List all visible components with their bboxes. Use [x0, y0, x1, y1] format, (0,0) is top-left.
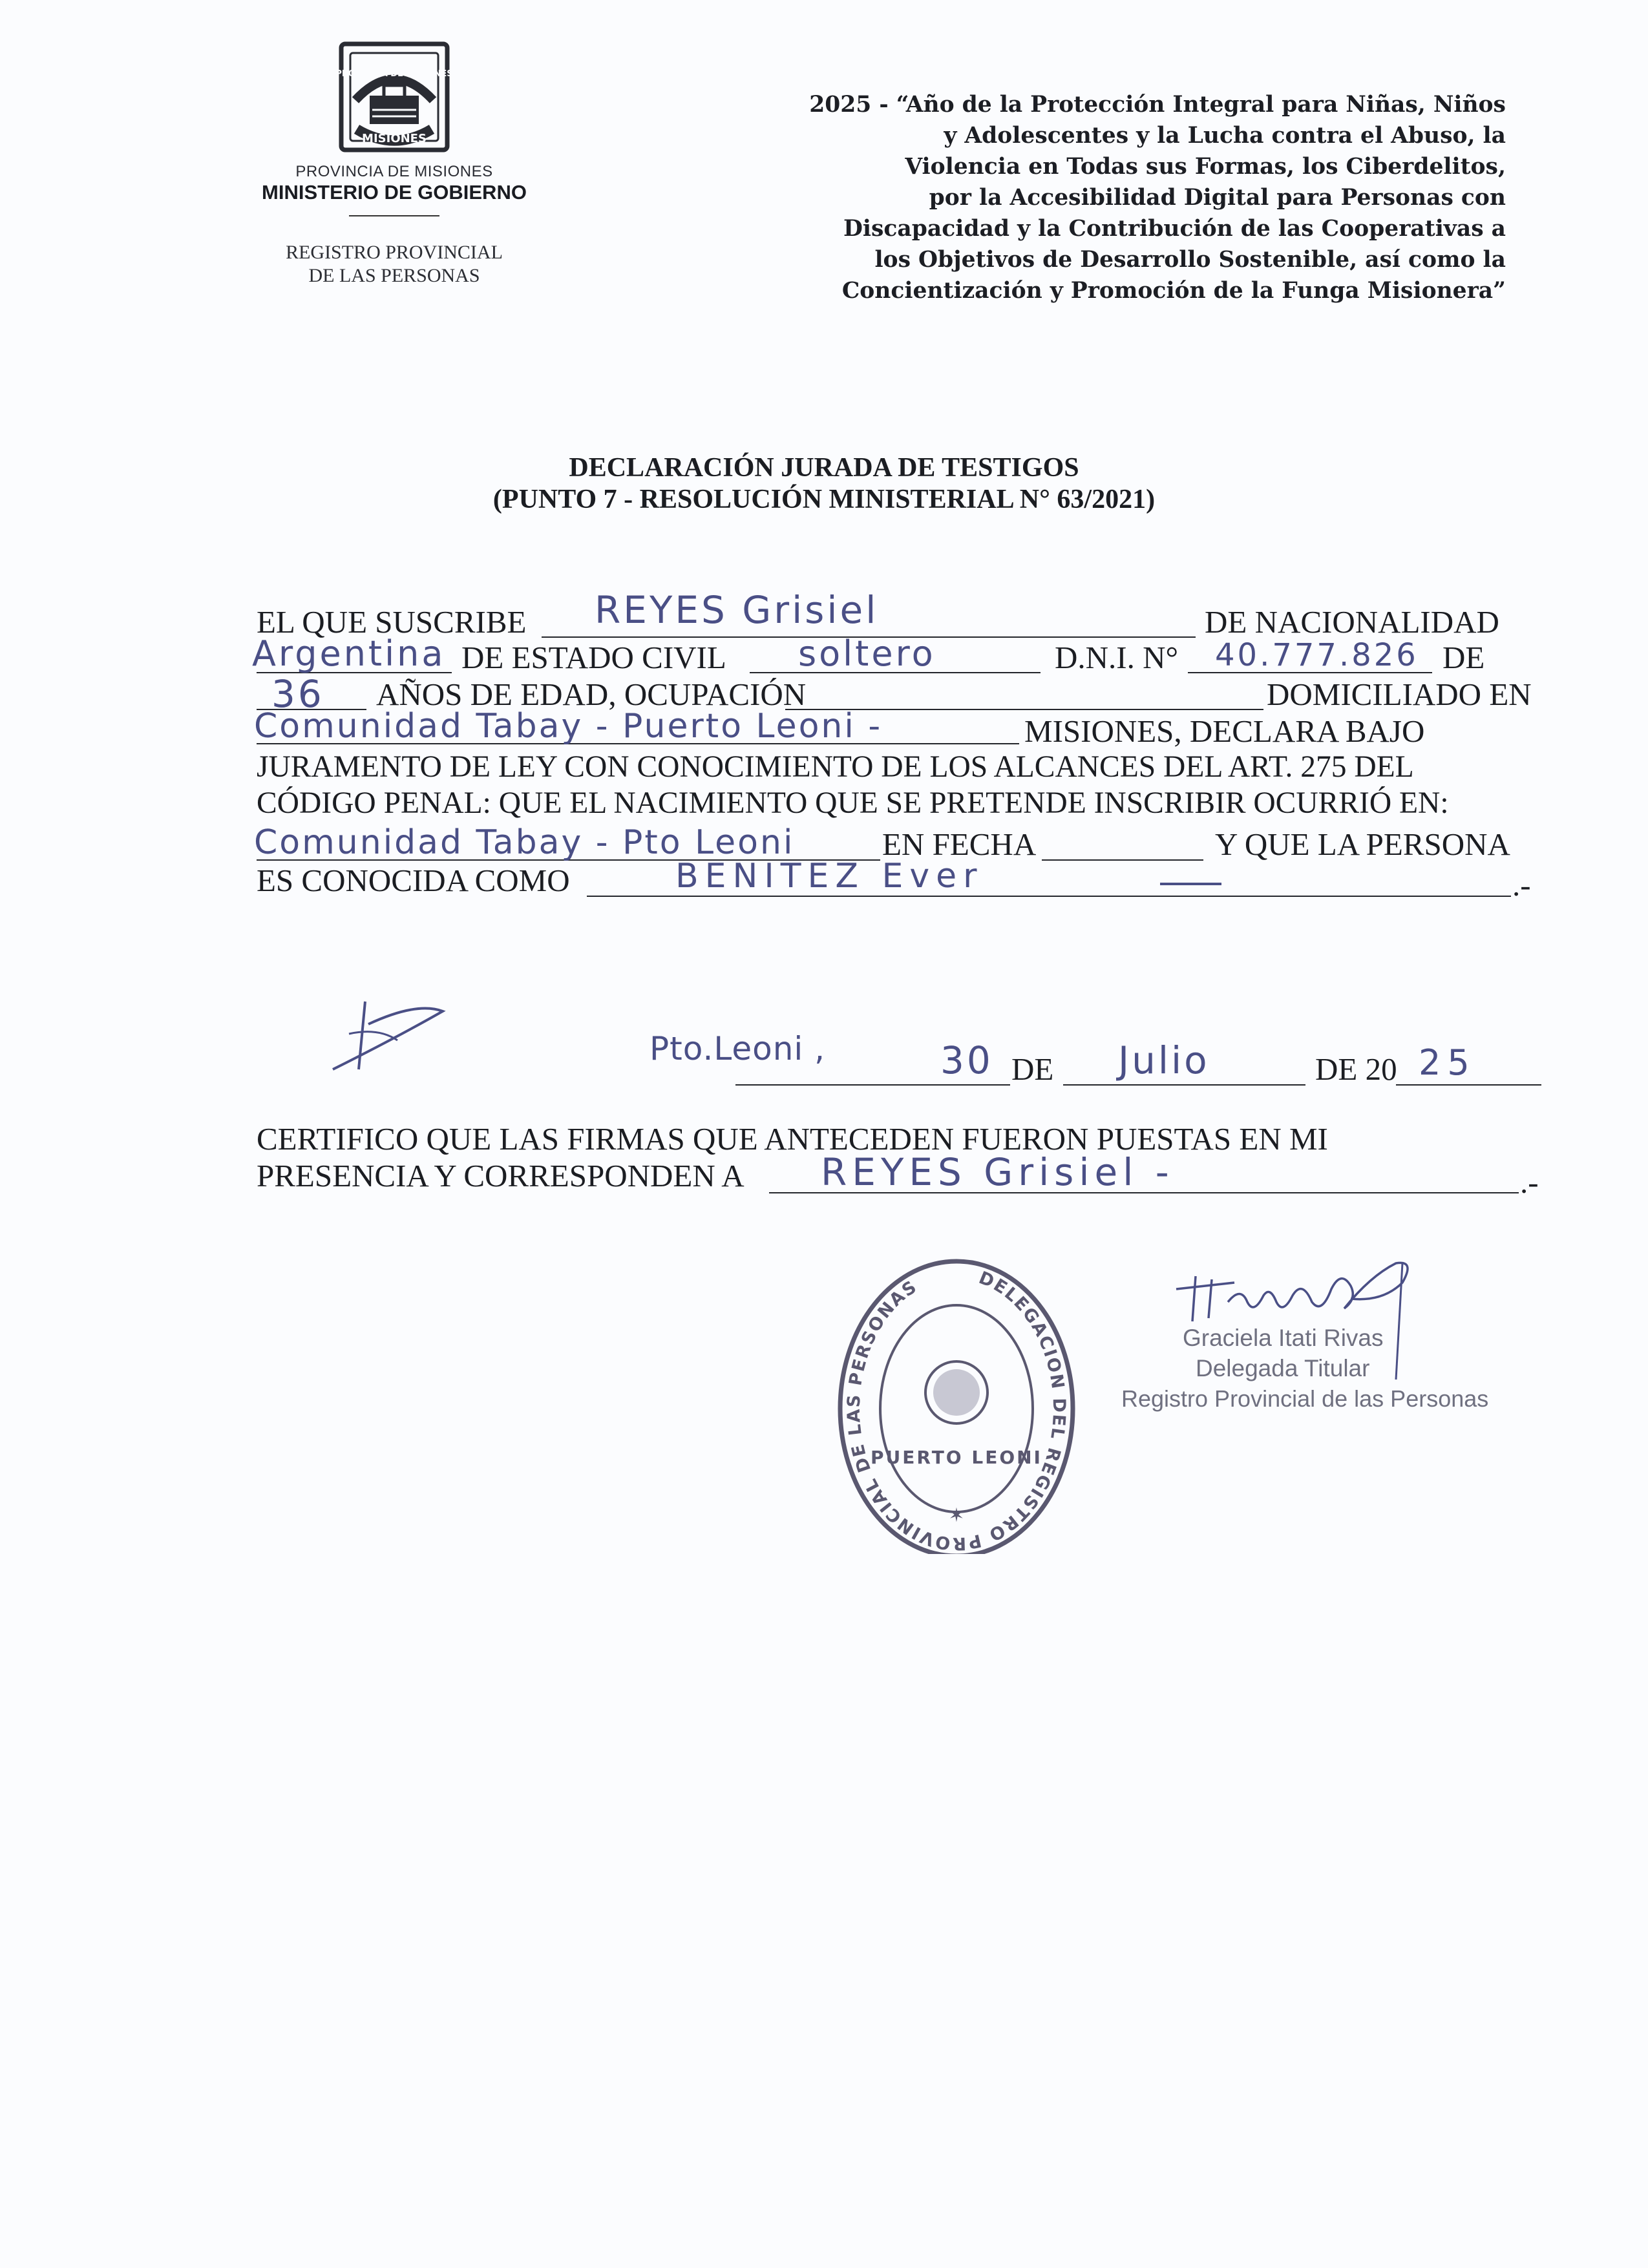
registry-name-line2: DE LAS PERSONAS — [308, 265, 480, 286]
label-dni: D.N.I. N° — [1055, 640, 1179, 675]
delegate-office: Registro Provincial de las Personas — [1121, 1385, 1489, 1412]
label-domiciliado-en: DOMICILIADO EN — [1267, 677, 1532, 712]
date-field-line — [1042, 859, 1203, 861]
label-date-de1: DE — [1011, 1051, 1054, 1087]
witness-signature — [320, 989, 462, 1079]
motto-line: Discapacidad y la Contribución de las Cooperativas a — [843, 216, 1506, 242]
motto-line: Violencia en Todas sus Formas, los Ciberdelitos, — [905, 154, 1506, 180]
handwritten-age: 36 — [271, 672, 324, 716]
document-title — [0, 452, 1648, 516]
handwritten-known-as: BENITEZ Ever — [675, 857, 984, 896]
stamp-ring-text: DELEGACION DEL REGISTRO PROVINCIAL DE LAS PERSONAS — [843, 1267, 1070, 1554]
label-misiones-declara: MISIONES, DECLARA BAJO — [1024, 713, 1425, 749]
seal-text: PROVINCIA DE MISIONES — [335, 69, 453, 79]
svg-text:✶: ✶ — [948, 1505, 965, 1526]
handwritten-domicile: Comunidad Tabay - Puerto Leoni - — [254, 707, 883, 746]
year-field-line — [1396, 1084, 1541, 1086]
delegate-title: Delegada Titular — [1196, 1355, 1370, 1381]
handwritten-month: Julio — [1118, 1038, 1210, 1082]
header-divider — [349, 215, 439, 216]
label-el-que-suscribe: EL QUE SUSCRIBE — [257, 604, 527, 640]
handwritten-dash — [1160, 883, 1221, 885]
motto-line: por la Accesibilidad Digital para Personas con — [929, 185, 1506, 211]
svg-text:MISIONES: MISIONES — [362, 132, 427, 145]
motto-line: 2025 - “Año de la Protección Integral para Niñas, Niños — [809, 92, 1506, 118]
handwritten-year: 25 — [1419, 1042, 1476, 1083]
motto-line: Concientización y Promoción de la Funga Misionera” — [841, 278, 1506, 304]
label-de-estado-civil: DE ESTADO CIVIL — [461, 640, 726, 675]
label-de: DE — [1442, 640, 1485, 675]
stamp-center-text: PUERTO LEONI — [871, 1447, 1042, 1468]
month-field-line — [1063, 1084, 1305, 1086]
handwritten-day: 30 — [940, 1038, 993, 1082]
registry-delegation-stamp — [834, 1250, 1079, 1554]
handwritten-place: Pto.Leoni , — [650, 1030, 826, 1067]
label-es-conocida-como: ES CONOCIDA COMO — [257, 863, 570, 898]
handwritten-civil-status: soltero — [798, 633, 936, 674]
label-date-de2: DE 20 — [1315, 1051, 1397, 1087]
end-mark: .- — [1512, 867, 1531, 903]
year-motto — [672, 89, 1506, 306]
title-line2: (PUNTO 7 - RESOLUCIÓN MINISTERIAL N° 63/2021) — [492, 485, 1156, 514]
province-name: PROVINCIA DE MISIONES — [295, 163, 493, 180]
text-certifico: CERTIFICO QUE LAS FIRMAS QUE ANTECEDEN FUERON PUESTAS EN MI — [257, 1121, 1328, 1157]
motto-line: y Adolescentes y la Lucha contra el Abuso, la — [944, 123, 1506, 149]
ministry-name: MINISTERIO DE GOBIERNO — [262, 181, 527, 204]
handwritten-birth-place: Comunidad Tabay - Pto Leoni — [254, 823, 795, 862]
label-presencia: PRESENCIA Y CORRESPONDEN A — [257, 1158, 745, 1193]
delegate-name: Graciela Itati Rivas — [1183, 1325, 1384, 1351]
handwritten-name: REYES Grisiel — [595, 588, 879, 632]
label-anos-de-edad: AÑOS DE EDAD, OCUPACIÓN — [376, 677, 807, 712]
title-line1: DECLARACIÓN JURADA DE TESTIGOS — [569, 453, 1079, 483]
handwritten-certified-name: REYES Grisiel - — [821, 1150, 1174, 1194]
motto-line: los Objetivos de Desarrollo Sostenible, así como la — [874, 247, 1506, 273]
place-day-field-line — [735, 1084, 1010, 1086]
label-y-que-la-persona: Y QUE LA PERSONA — [1215, 826, 1510, 862]
registry-name-line1: REGISTRO PROVINCIAL — [286, 242, 503, 263]
province-coat-of-arms-logo — [330, 39, 459, 155]
handwritten-dni: 40.777.826 — [1215, 637, 1419, 673]
end-mark2: .- — [1520, 1164, 1539, 1200]
label-en-fecha: EN FECHA — [882, 826, 1037, 862]
text-codigo-penal: CÓDIGO PENAL: QUE EL NACIMIENTO QUE SE PRETENDE INSCRIBIR OCURRIÓ EN: — [257, 786, 1449, 820]
label-de-nacionalidad: DE NACIONALIDAD — [1205, 604, 1499, 640]
handwritten-nationality: Argentina — [252, 633, 446, 674]
known-as-field-line — [587, 896, 1511, 897]
text-juramento: JURAMENTO DE LEY CON CONOCIMIENTO DE LOS ALCANCES DEL ART. 275 DEL — [257, 750, 1414, 784]
